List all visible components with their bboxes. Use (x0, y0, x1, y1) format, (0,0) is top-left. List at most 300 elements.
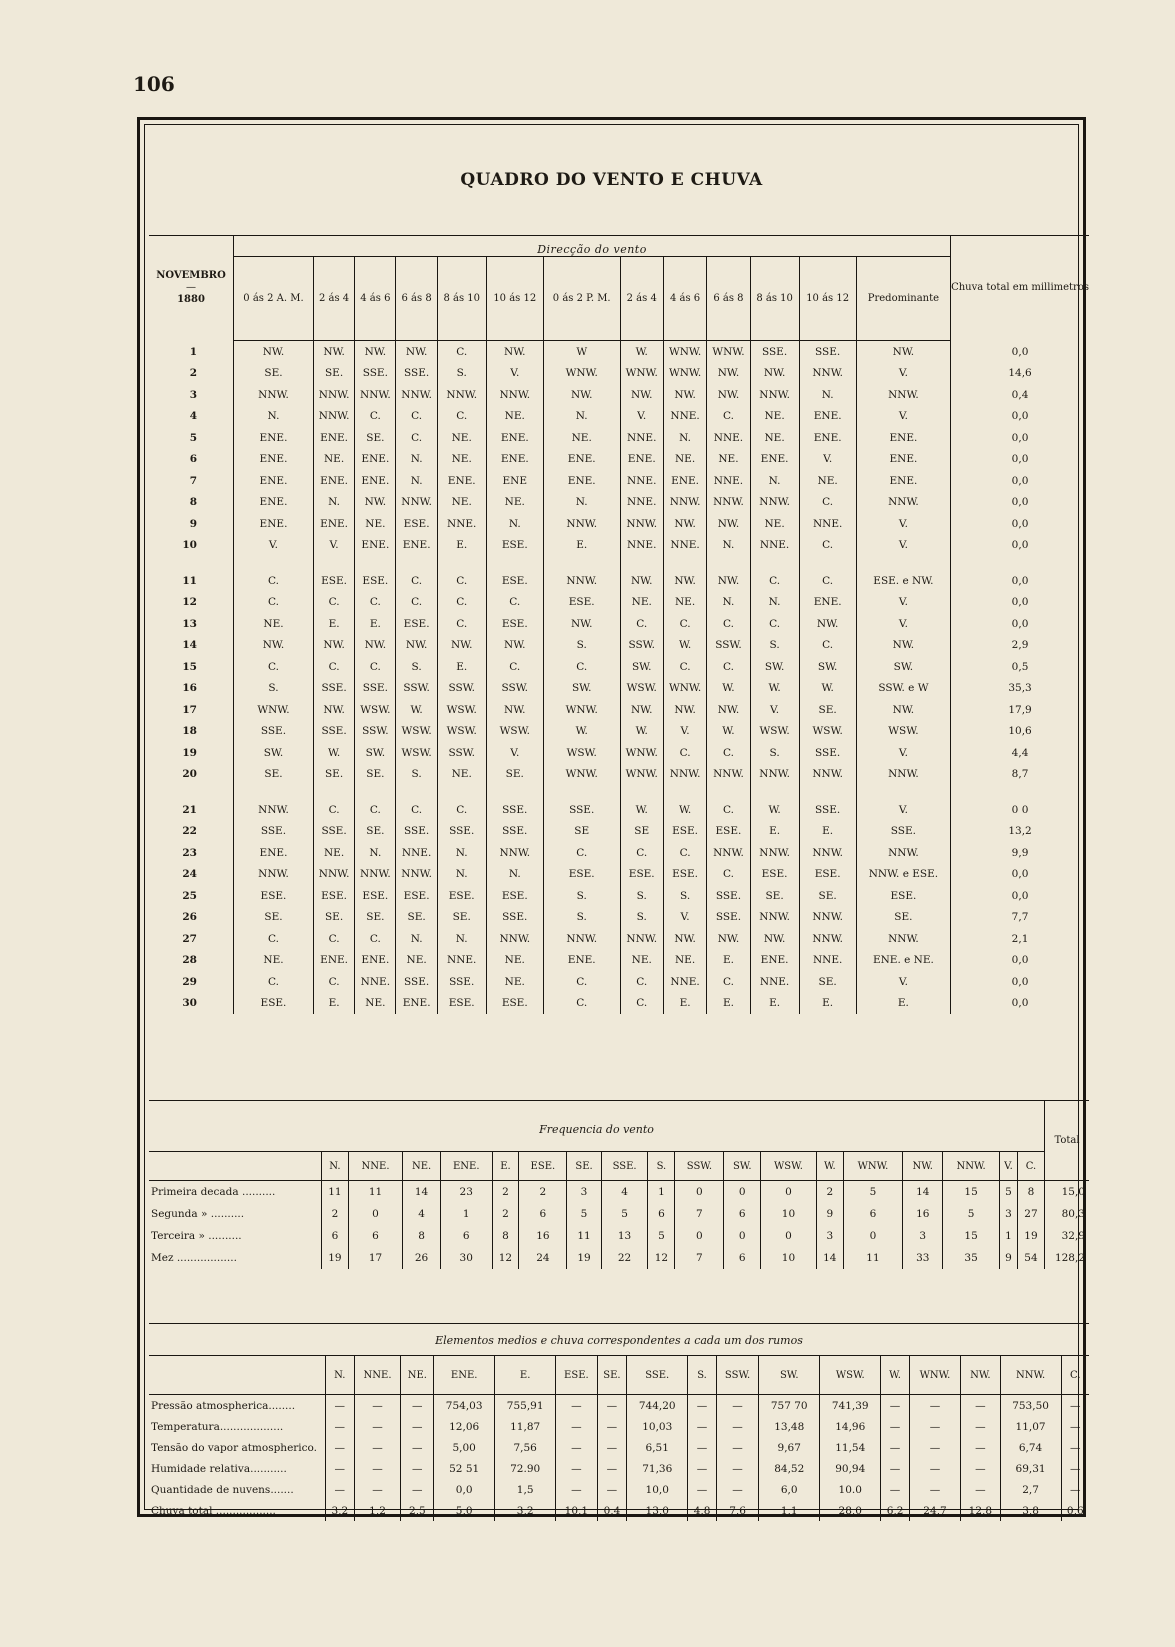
direction-cell: WSW. (799, 721, 856, 743)
direction-cell: NNW. (663, 764, 706, 786)
elements-cell: — (326, 1458, 355, 1479)
direction-cell: SSW. (486, 678, 543, 700)
direction-cell: ESE. (486, 535, 543, 557)
gap-cell (620, 556, 663, 570)
frequency-cell: 17 (348, 1247, 402, 1269)
direction-cell: NNW. (543, 570, 620, 592)
elements-direction-header: NW. (961, 1356, 1000, 1395)
direction-cell: NNW. (543, 513, 620, 535)
direction-cell: ENE. (234, 492, 314, 514)
direction-cell: ENE (486, 470, 543, 492)
direction-cell: V. (234, 535, 314, 557)
frequency-cell: 5 (567, 1203, 601, 1225)
elements-cell: 10,1 (556, 1500, 597, 1521)
rain-cell: 0,0 (951, 406, 1089, 428)
direction-cell: WNW. (620, 742, 663, 764)
direction-cell: ESE. (486, 885, 543, 907)
elements-cell: 7,56 (495, 1437, 556, 1458)
table-row (149, 742, 1089, 764)
direction-cell: NNW. (799, 842, 856, 864)
elements-cell: 3,8 (1000, 1500, 1061, 1521)
elements-direction-header: N. (326, 1356, 355, 1395)
direction-cell: NNW. (313, 406, 354, 428)
direction-cell: WSW. (355, 699, 396, 721)
frequency-direction-header: W. (816, 1152, 843, 1181)
table-row (149, 764, 1089, 786)
direction-cell: NNW. (750, 842, 799, 864)
direction-cell: ESE. (234, 993, 314, 1015)
frequency-cell: 4 (403, 1203, 441, 1225)
direction-cell: SSE. (313, 721, 354, 743)
elements-cell: — (881, 1479, 910, 1500)
direction-cell: NNE. (620, 470, 663, 492)
direction-cell: NE. (396, 950, 437, 972)
frequency-cell: 19 (1017, 1225, 1044, 1247)
direction-cell: SSE. (313, 678, 354, 700)
direction-cell: E. (707, 950, 750, 972)
direction-cell: ENE. (234, 470, 314, 492)
gap-cell (856, 556, 950, 570)
direction-cell: V. (856, 592, 950, 614)
table-row (149, 993, 1089, 1015)
elements-direction-header: S. (688, 1356, 717, 1395)
elements-cell: — (961, 1437, 1000, 1458)
direction-cell: C. (620, 613, 663, 635)
frequency-direction-header: V. (999, 1152, 1017, 1181)
direction-cell: C. (799, 570, 856, 592)
time-header: 8 ás 10 (750, 257, 799, 341)
gap-cell (543, 556, 620, 570)
direction-cell: SE. (355, 764, 396, 786)
day-cell: 25 (182, 889, 197, 902)
elements-row-label: Temperatura................... (151, 1420, 284, 1433)
direction-cell: NE. (486, 950, 543, 972)
direction-cell: SSE. (750, 341, 799, 363)
rain-cell: 0,4 (951, 384, 1089, 406)
direction-cell: N. (486, 864, 543, 886)
direction-cell: W. (313, 742, 354, 764)
elements-cell: — (961, 1479, 1000, 1500)
direction-cell: NE. (437, 764, 486, 786)
direction-cell: NW. (663, 928, 706, 950)
direction-cell: NW. (799, 613, 856, 635)
direction-cell: ESE. (313, 570, 354, 592)
direction-cell: V. (486, 363, 543, 385)
direction-cell: C. (313, 928, 354, 950)
direction-cell: W. (620, 341, 663, 363)
direction-cell: E. (313, 613, 354, 635)
frequency-cell: 0 (724, 1225, 761, 1247)
direction-cell: ENE. (313, 513, 354, 535)
frequency-cell: 23 (440, 1181, 492, 1204)
frequency-cell: 24 (519, 1247, 567, 1269)
direction-cell: ENE. (234, 513, 314, 535)
direction-cell: C. (396, 570, 437, 592)
table-row (149, 699, 1089, 721)
direction-cell: E. (750, 821, 799, 843)
direction-cell: NE. (799, 470, 856, 492)
frequency-cell: 13 (601, 1225, 648, 1247)
gap-cell (149, 785, 234, 799)
month-header (149, 236, 234, 341)
day-cell: 20 (182, 768, 197, 781)
direction-cell: C. (355, 406, 396, 428)
direction-cell: SW. (799, 656, 856, 678)
elements-cell: — (716, 1416, 758, 1437)
gap-cell (234, 785, 314, 799)
table-row (149, 907, 1089, 929)
rain-cell: 0,0 (951, 971, 1089, 993)
elements-cell: 6,74 (1000, 1437, 1061, 1458)
rain-cell: 0,0 (951, 492, 1089, 514)
elements-row-label: Pressão atmospherica........ (151, 1399, 296, 1412)
direction-cell: WSW. (396, 721, 437, 743)
elements-table (149, 1323, 1089, 1521)
elements-cell: 9,67 (759, 1437, 820, 1458)
frequency-cell: 8 (492, 1225, 519, 1247)
direction-cell: W. (707, 721, 750, 743)
direction-cell: C. (799, 635, 856, 657)
direction-cell: ENE. (750, 449, 799, 471)
direction-cell: SE. (799, 885, 856, 907)
direction-cell: NNW. (355, 864, 396, 886)
day-cell: 12 (182, 596, 197, 609)
direction-cell: C. (437, 341, 486, 363)
elements-cell: — (909, 1458, 960, 1479)
time-header: 4 ás 6 (663, 257, 706, 341)
day-cell: 23 (182, 846, 197, 859)
direction-cell: NNE. (663, 535, 706, 557)
elements-cell: — (597, 1458, 627, 1479)
direction-cell: NE. (437, 492, 486, 514)
frequency-cell: 2 (492, 1181, 519, 1204)
table-row (149, 363, 1089, 385)
direction-cell: ESE. (355, 570, 396, 592)
direction-cell: ENE. (799, 427, 856, 449)
direction-cell: NE. (355, 993, 396, 1015)
rain-header: Chuva total em millimetros (951, 236, 1089, 341)
direction-cell: NNW. (396, 492, 437, 514)
direction-cell: NNW. (750, 492, 799, 514)
direction-cell: C. (750, 613, 799, 635)
elements-cell: 757 70 (759, 1395, 820, 1417)
elements-cell: 3,2 (495, 1500, 556, 1521)
direction-cell: NNE. (437, 950, 486, 972)
direction-cell: V. (856, 613, 950, 635)
direction-cell: NW. (663, 384, 706, 406)
gap-cell (799, 785, 856, 799)
elements-cell: — (556, 1479, 597, 1500)
frequency-cell: 33 (903, 1247, 943, 1269)
direction-cell: C. (355, 656, 396, 678)
direction-cell: N. (707, 592, 750, 614)
direction-cell: SE (543, 821, 620, 843)
frequency-cell: 5 (601, 1203, 648, 1225)
direction-cell: NW. (707, 570, 750, 592)
gap-cell (750, 785, 799, 799)
day-cell: 7 (189, 474, 197, 487)
gap-cell (313, 556, 354, 570)
direction-cell: NNW. (707, 842, 750, 864)
direction-cell: NNW. e ESE. (856, 864, 950, 886)
direction-cell: N. (707, 535, 750, 557)
day-cell: 16 (182, 682, 197, 695)
frequency-cell: 2 (492, 1203, 519, 1225)
direction-cell: ENE. (234, 427, 314, 449)
time-header: 2 ás 4 (313, 257, 354, 341)
frequency-row-label: Terceira » .......... (151, 1230, 242, 1242)
day-cell: 3 (189, 388, 197, 401)
direction-cell: SSE. (486, 799, 543, 821)
direction-cell: E. (707, 993, 750, 1015)
elements-cell: 1,5 (495, 1479, 556, 1500)
gap-cell (707, 556, 750, 570)
elements-cell: 754,03 (434, 1395, 495, 1417)
direction-cell: WSW. (486, 721, 543, 743)
direction-cell: NNE. (750, 535, 799, 557)
elements-cell: 0,0 (434, 1479, 495, 1500)
elements-cell: — (688, 1458, 717, 1479)
rain-cell: 0,0 (951, 427, 1089, 449)
day-cell: 10 (182, 539, 197, 552)
direction-cell: SSW. (437, 678, 486, 700)
gap-cell (543, 785, 620, 799)
elements-cell: — (881, 1395, 910, 1417)
direction-cell: NNW. (355, 384, 396, 406)
time-header: 0 ás 2 P. M. (543, 257, 620, 341)
gap-cell (486, 785, 543, 799)
direction-cell: NW. (663, 513, 706, 535)
elements-cell: 11,07 (1000, 1416, 1061, 1437)
direction-cell: ENE. (543, 470, 620, 492)
direction-cell: SSW. (396, 678, 437, 700)
time-header: 10 ás 12 (486, 257, 543, 341)
direction-cell: ENE. (396, 535, 437, 557)
direction-cell: NNW. (313, 384, 354, 406)
direction-cell: SE. (234, 764, 314, 786)
direction-cell: NW. (663, 699, 706, 721)
direction-cell: SE. (486, 764, 543, 786)
direction-cell: NNE. (620, 427, 663, 449)
direction-cell: S. (543, 635, 620, 657)
direction-cell: C. (437, 406, 486, 428)
direction-cell: NW. (707, 384, 750, 406)
frequency-cell: 16 (903, 1203, 943, 1225)
direction-cell: C. (486, 656, 543, 678)
direction-cell: NW. (396, 341, 437, 363)
elements-cell: — (1061, 1437, 1089, 1458)
direction-cell: V. (856, 363, 950, 385)
direction-cell: ESE. (543, 592, 620, 614)
time-header: 4 ás 6 (355, 257, 396, 341)
elements-cell: — (354, 1395, 401, 1417)
day-cell: 28 (182, 954, 197, 967)
day-cell: 15 (182, 660, 197, 673)
direction-cell: E. (313, 993, 354, 1015)
frequency-cell: 0 (724, 1181, 761, 1204)
direction-cell: NNW. (856, 384, 950, 406)
direction-cell: C. (750, 570, 799, 592)
rain-cell: 2,9 (951, 635, 1089, 657)
direction-cell: ENE. (396, 993, 437, 1015)
direction-cell: NNW. (543, 928, 620, 950)
wind-direction-table (149, 235, 1089, 1014)
table-row (149, 535, 1089, 557)
elements-cell: — (716, 1395, 758, 1417)
direction-cell: NE. (620, 950, 663, 972)
direction-cell: C. (663, 742, 706, 764)
direction-cell: E. (437, 656, 486, 678)
frequency-cell: 6 (843, 1203, 902, 1225)
frequency-direction-header: ENE. (440, 1152, 492, 1181)
gap-cell (799, 556, 856, 570)
table-row (149, 864, 1089, 886)
frequency-cell: 27 (1017, 1203, 1044, 1225)
frequency-cell: 0 (843, 1225, 902, 1247)
direction-cell: NW. (437, 635, 486, 657)
elements-direction-header: ESE. (556, 1356, 597, 1395)
direction-cell: NW. (313, 635, 354, 657)
frequency-cell: 1 (999, 1225, 1017, 1247)
frequency-cell: 11 (348, 1181, 402, 1204)
direction-cell: S. (543, 907, 620, 929)
rain-cell: 0,0 (951, 592, 1089, 614)
direction-cell: SSE. (486, 821, 543, 843)
table-row (149, 721, 1089, 743)
elements-cell: — (909, 1395, 960, 1417)
direction-cell: ESE. (234, 885, 314, 907)
direction-cell: NW. (750, 928, 799, 950)
direction-cell: V. (750, 699, 799, 721)
elements-cell: — (716, 1437, 758, 1458)
elements-row-label: Chuva total .................. (151, 1504, 276, 1517)
direction-cell: SE. (234, 363, 314, 385)
elements-cell: 1,2 (354, 1500, 401, 1521)
direction-cell: C. (396, 427, 437, 449)
frequency-cell: 7 (675, 1247, 724, 1269)
rain-cell: 35,3 (951, 678, 1089, 700)
direction-cell: N. (396, 470, 437, 492)
elements-cell: — (961, 1395, 1000, 1417)
direction-cell: S. (437, 363, 486, 385)
direction-cell: NW. (663, 570, 706, 592)
direction-cell: NNW. (856, 764, 950, 786)
direction-cell: SSE. (396, 971, 437, 993)
table-row (149, 492, 1089, 514)
table-row (149, 592, 1089, 614)
direction-cell: WSW. (437, 699, 486, 721)
frequency-cell: 5 (999, 1181, 1017, 1204)
day-cell: 29 (182, 975, 197, 988)
direction-cell: ESE. (396, 513, 437, 535)
frequency-row-label: Mez .................. (151, 1252, 237, 1264)
elements-cell: — (326, 1437, 355, 1458)
direction-cell: NNE. (620, 492, 663, 514)
direction-cell: N. (543, 406, 620, 428)
direction-cell: NE. (313, 842, 354, 864)
elements-row (149, 1479, 1089, 1500)
time-header: 8 ás 10 (437, 257, 486, 341)
time-header: 0 ás 2 A. M. (234, 257, 314, 341)
elements-cell: — (354, 1437, 401, 1458)
time-header: 6 ás 8 (707, 257, 750, 341)
direction-cell: NE. (620, 592, 663, 614)
direction-cell: W. (663, 799, 706, 821)
table-frame (137, 117, 1089, 1517)
elements-cell: — (326, 1479, 355, 1500)
table-row (149, 570, 1089, 592)
direction-cell: ESE. e NW. (856, 570, 950, 592)
elements-cell: — (597, 1437, 627, 1458)
elements-cell: — (1061, 1416, 1089, 1437)
direction-cell: C. (707, 799, 750, 821)
direction-cell: V. (856, 535, 950, 557)
frequency-cell: 3 (816, 1225, 843, 1247)
direction-cell: WNW. (620, 764, 663, 786)
direction-cell: ENE. (234, 449, 314, 471)
direction-cell: NNW. (750, 384, 799, 406)
gap-cell (663, 556, 706, 570)
direction-cell: C. (663, 613, 706, 635)
direction-cell: NW. (486, 341, 543, 363)
frequency-cell: 2 (519, 1181, 567, 1204)
elements-cell: — (556, 1395, 597, 1417)
direction-cell: V. (313, 535, 354, 557)
direction-cell: NNW. (750, 764, 799, 786)
direction-cell: ENE. (799, 592, 856, 614)
direction-cell: V. (856, 406, 950, 428)
direction-cell: C. (620, 971, 663, 993)
direction-cell: ENE. (856, 470, 950, 492)
frequency-direction-header: ESE. (519, 1152, 567, 1181)
direction-cell: C. (396, 406, 437, 428)
elements-cell: 5,0 (434, 1500, 495, 1521)
direction-cell: ENE. (663, 470, 706, 492)
elements-cell: 24,7 (909, 1500, 960, 1521)
elements-direction-header: SW. (759, 1356, 820, 1395)
frequency-total-cell: 80,3 (1045, 1203, 1090, 1225)
frequency-cell: 26 (403, 1247, 441, 1269)
elements-cell: — (401, 1416, 434, 1437)
rain-cell: 9,9 (951, 842, 1089, 864)
direction-cell: C. (313, 592, 354, 614)
elements-direction-header: E. (495, 1356, 556, 1395)
direction-cell: E. (750, 993, 799, 1015)
frequency-cell: 9 (999, 1247, 1017, 1269)
direction-cell: SSE. (313, 821, 354, 843)
direction-cell: ESE. (355, 885, 396, 907)
gap-cell (620, 785, 663, 799)
direction-cell: NE. (707, 449, 750, 471)
elements-cell: 10,03 (627, 1416, 688, 1437)
table-row (149, 613, 1089, 635)
direction-cell: WSW. (620, 678, 663, 700)
frequency-cell: 54 (1017, 1247, 1044, 1269)
frequency-cell: 35 (943, 1247, 1000, 1269)
rain-cell: 0,0 (951, 535, 1089, 557)
frequency-cell: 12 (492, 1247, 519, 1269)
direction-cell: NE. (663, 950, 706, 972)
elements-cell: — (716, 1458, 758, 1479)
direction-cell: NE. (486, 492, 543, 514)
direction-cell: C. (234, 656, 314, 678)
elements-cell: 72.90 (495, 1458, 556, 1479)
gap-cell (396, 556, 437, 570)
elements-cell: — (556, 1437, 597, 1458)
direction-cell: W. (750, 678, 799, 700)
direction-cell: ESE. (396, 885, 437, 907)
gap-cell (149, 556, 234, 570)
